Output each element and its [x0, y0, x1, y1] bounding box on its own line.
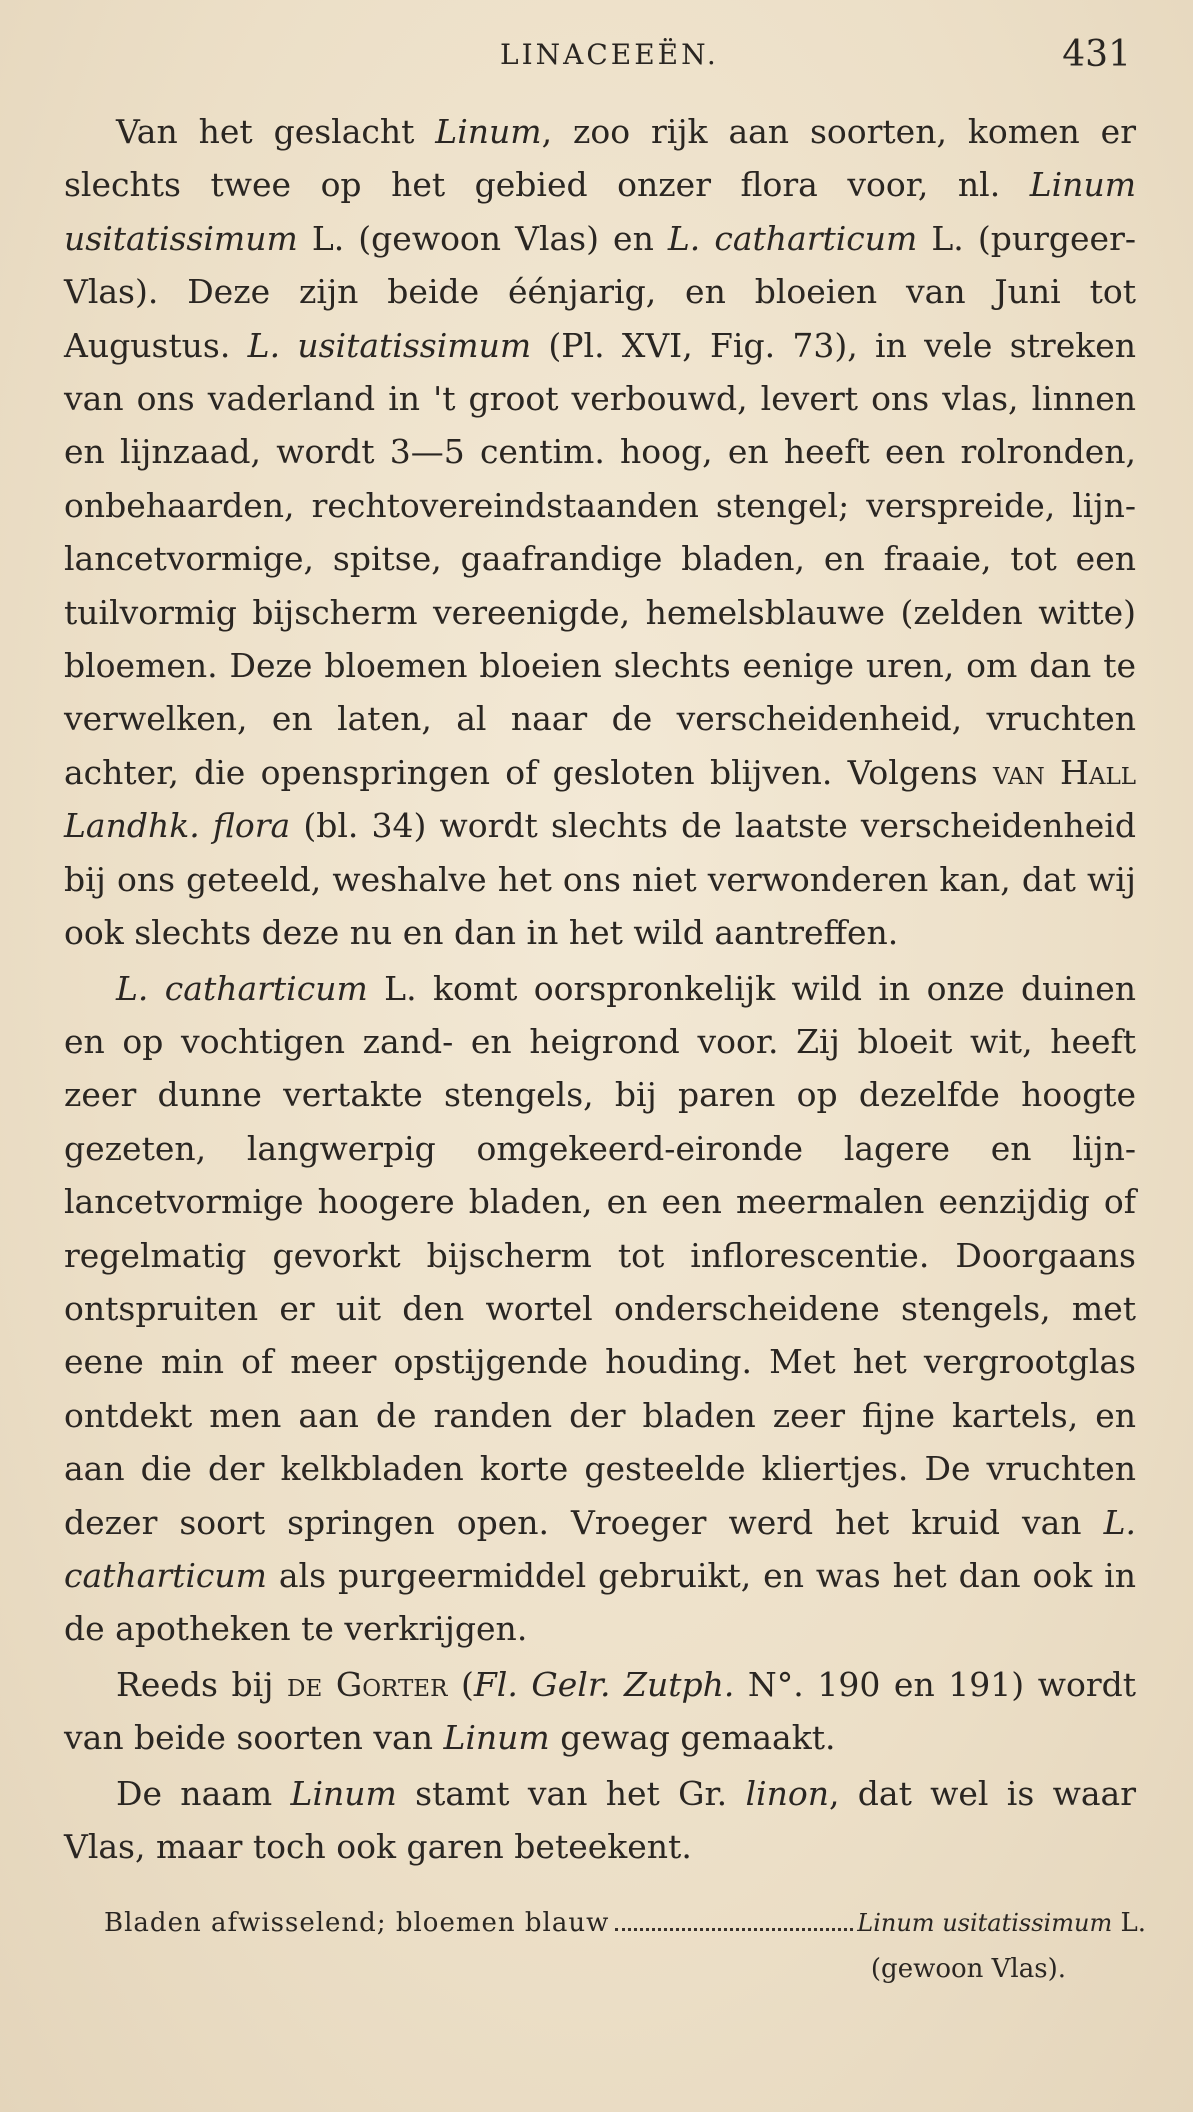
taxon-name: Linum [443, 1718, 550, 1758]
author-name: de Gorter [287, 1664, 448, 1704]
taxon-name: L. usitatissimum [247, 325, 532, 365]
paragraph-etymology [64, 1767, 1136, 1874]
text: , dat wel is waar Vlas, maar toch ook garen beteekent. [64, 1773, 1136, 1866]
text: N°. 190 en 191) wordt van beide soorten van [64, 1664, 1136, 1758]
greek-word: linon [745, 1773, 829, 1813]
key-species: Linum usitatissimum [857, 1909, 1113, 1937]
key-authority: L. [1112, 1908, 1146, 1938]
dot-leader [615, 1928, 853, 1931]
key-result [857, 1900, 1146, 1946]
taxon-name: Linum [435, 112, 542, 151]
text: Van het geslacht [116, 112, 436, 151]
text: (bl. 34) wordt slechts de laatste verscheidenheid bij ons geteeld, weshalve het ons niet verwonderen kan, dat wij ook slechts deze nu en dan in het wild aantreffen. [64, 806, 1136, 953]
page-body [64, 105, 1136, 1873]
taxon-name: L. catharticum [64, 1502, 1136, 1595]
taxon-name: Linum [290, 1773, 397, 1813]
text: De naam [116, 1773, 291, 1813]
text: stamt van het Gr. [396, 1773, 746, 1813]
text: L. (gewoon Vlas) en [297, 218, 668, 258]
text: ( [447, 1664, 474, 1704]
author-name: van Hall [992, 752, 1136, 792]
identification-key [104, 1900, 1146, 1992]
taxon-name: L. catharticum [667, 218, 918, 258]
taxon-name: L. catharticum [116, 968, 368, 1008]
work-title: Fl. Gelr. Zutph. [473, 1664, 735, 1704]
page-number: 431 [1062, 34, 1131, 75]
paragraph-catharticum [64, 962, 1136, 1656]
key-common-name: (gewoon Vlas). [870, 1954, 1066, 1984]
paragraph-de-gorter [64, 1658, 1136, 1765]
key-entry [104, 1900, 1146, 1946]
text: L. (purgeer-Vlas). Deze zijn beide éénjarig, en bloeien van Juni tot Augustus. [64, 218, 1136, 365]
text: als purgeermiddel gebruikt, en was het dan ook in de apotheken te verkrijgen. [64, 1555, 1136, 1649]
taxon-name: Linum usitatissimum [64, 165, 1136, 258]
text: Reeds bij [116, 1664, 288, 1704]
text: (Pl. XVI, Fig. 73), in vele streken van ons vaderland in 't groot verbouwd, levert ons vlas, linnen en lijnzaad, wordt 3—5 centim. hoog, en heeft een rolronden, onbehaarden, rechtovereindstaanden stengel; verspreide, lijn-lancetvormige, spitse, gaafrandige bladen, en fraaie, tot een tuilvormig bijscherm vereenigde, hemelsblauwe (zelden witte) bloemen. Deze bloemen bloeien slechts eenige uren, om dan te verwelken, en laten, al naar de verscheidenheid, vruchten achter, die openspringen of gesloten blijven. Volgens [64, 325, 1137, 792]
work-title: Landhk. flora [64, 806, 291, 846]
page-header [0, 34, 1193, 88]
paragraph-linum-genus [64, 105, 1136, 960]
text: , zoo rijk aan soorten, komen er slechts twee op het gebied onzer flora voor, nl. [64, 112, 1136, 205]
text: gewag gemaakt. [549, 1718, 836, 1758]
text: L. komt oorspronkelijk wild in onze duinen en op vochtigen zand- en heigrond voor. Zij bloeit wit, heeft zeer dunne vertakte stengels, bij paren op dezelfde hoogte gezeten, langwerpig omgekeerd-eironde lagere en lijn-lancetvormige hoogere bladen, en een meermalen eenzijdig of regelmatig gevorkt bijscherm tot inflorescentie. Doorgaans ontspruiten er uit den wortel onderscheidene stengels, met eene min of meer opstijgende houding. Met het vergrootglas ontdekt men aan de randen der bladen zeer fijne kartels, en aan die der kelkbladen korte gesteelde kliertjes. De vruchten dezer soort springen open. Vroeger werd het kruid van [64, 968, 1136, 1542]
running-head: LINACEEËN. [500, 38, 719, 71]
key-description: Bladen afwisselend; bloemen blauw [104, 1908, 610, 1938]
